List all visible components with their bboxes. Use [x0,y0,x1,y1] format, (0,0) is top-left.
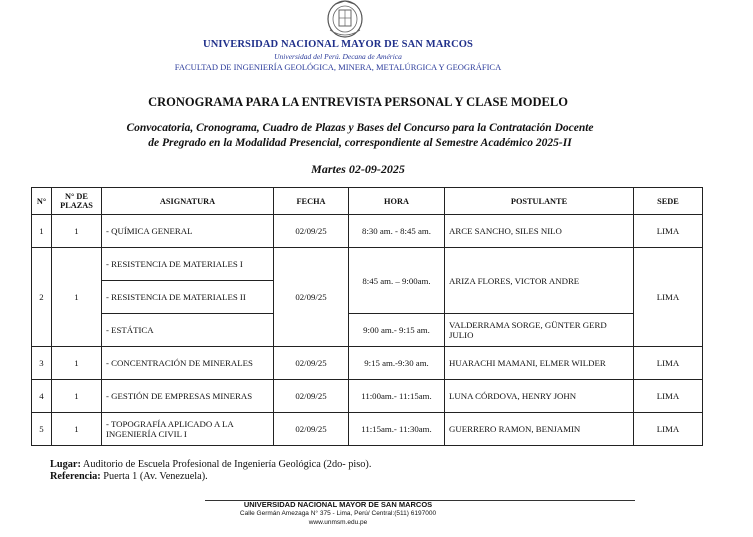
header-hora: HORA [349,188,445,215]
cell-sede: LIMA [634,215,703,248]
cell-n: 1 [32,215,52,248]
cell-fecha: 02/09/25 [274,380,349,413]
cell-asignatura: - RESISTENCIA DE MATERIALES II [102,281,274,314]
cell-hora: 8:30 am. - 8:45 am. [349,215,445,248]
footer-website: www.unmsm.edu.pe [308,519,368,526]
subtitle-line-2: de Pregrado en la Modalidad Presencial, correspondiente al Semestre Académico 2025-II [148,137,572,149]
schedule-table [31,187,703,446]
footer-university-name: UNIVERSIDAD NACIONAL MAYOR DE SAN MARCOS [243,500,433,509]
cell-n: 5 [32,413,52,446]
cell-postulante: ARCE SANCHO, SILES NILO [445,215,634,248]
cell-plazas: 1 [52,413,102,446]
cell-postulante: LUNA CÓRDOVA, HENRY JOHN [445,380,634,413]
table-row [32,347,703,380]
cell-asignatura: - CONCENTRACIÓN DE MINERALES [102,347,274,380]
table-row [32,380,703,413]
referencia-label: Referencia: [50,471,101,482]
cell-hora: 8:45 am. – 9:00am. [349,248,445,314]
referencia-value: Puerta 1 (Av. Venezuela). [100,471,208,482]
cell-asignatura: - GESTIÓN DE EMPRESAS MINERAS [102,380,274,413]
cell-asignatura: - TOPOGRAFÍA APLICADO A LA INGENIERÍA CIVIL I [102,413,274,446]
cell-postulante: VALDERRAMA SORGE, GÜNTER GERD JULIO [445,314,634,347]
cell-n: 4 [32,380,52,413]
cell-postulante: ARIZA FLORES, VICTOR ANDRE [445,248,634,314]
cell-n: 2 [32,248,52,347]
cell-postulante: HUARACHI MAMANI, ELMER WILDER [445,347,634,380]
faculty-name: FACULTAD DE INGENIERÍA GEOLÓGICA, MINERA, METALÚRGICA Y GEOGRÁFICA [174,62,502,72]
cell-hora: 11:00am.- 11:15am. [349,380,445,413]
university-tagline: Universidad del Perú. Decana de América [274,52,402,61]
header-n: N° [32,188,52,215]
header-sede: SEDE [634,188,703,215]
subtitle-line-1: Convocatoria, Cronograma, Cuadro de Plazas y Bases del Concurso para la Contratación Docente [126,122,594,134]
cell-plazas: 1 [52,215,102,248]
cell-sede: LIMA [634,380,703,413]
table-subrow [32,314,703,347]
cell-plazas: 1 [52,347,102,380]
cell-plazas: 1 [52,248,102,347]
cell-hora: 11:15am.- 11:30am. [349,413,445,446]
location-notes [50,459,371,483]
cell-postulante: GUERRERO RAMON, BENJAMIN [445,413,634,446]
university-seal-icon [322,0,368,38]
cell-asignatura: - QUÍMICA GENERAL [102,215,274,248]
table-row [32,215,703,248]
document-title: CRONOGRAMA PARA LA ENTREVISTA PERSONAL Y CLASE MODELO [148,95,568,109]
header-fecha: FECHA [274,188,349,215]
header-asignatura: ASIGNATURA [102,188,274,215]
cell-plazas: 1 [52,380,102,413]
header-postulante: POSTULANTE [445,188,634,215]
cell-hora: 9:00 am.- 9:15 am. [349,314,445,347]
cell-fecha: 02/09/25 [274,413,349,446]
table-row [32,413,703,446]
lugar-label: Lugar: [50,459,81,470]
cell-sede: LIMA [634,347,703,380]
cell-sede: LIMA [634,248,703,347]
footer-address: Calle Germán Amezaga N° 375 - Lima, Perú/ Central:(511) 6197000 [239,510,437,517]
cell-hora: 9:15 am.-9:30 am. [349,347,445,380]
schedule-date: Martes 02-09-2025 [311,162,405,176]
cell-fecha: 02/09/25 [274,215,349,248]
cell-fecha: 02/09/25 [274,248,349,347]
table-header-row [32,188,703,215]
cell-sede: LIMA [634,413,703,446]
header-plazas: N° DE PLAZAS [52,188,102,215]
lugar-value: Auditorio de Escuela Profesional de Ingeniería Geológica (2do- piso). [80,459,372,470]
document-subtitle [70,121,650,151]
university-name: UNIVERSIDAD NACIONAL MAYOR DE SAN MARCOS [203,39,473,50]
cell-fecha: 02/09/25 [274,347,349,380]
cell-asignatura: - ESTÁTICA [102,314,274,347]
table-row [32,248,703,281]
referencia-line [50,471,371,483]
lugar-line [50,459,371,471]
cell-n: 3 [32,347,52,380]
cell-asignatura: - RESISTENCIA DE MATERIALES I [102,248,274,281]
